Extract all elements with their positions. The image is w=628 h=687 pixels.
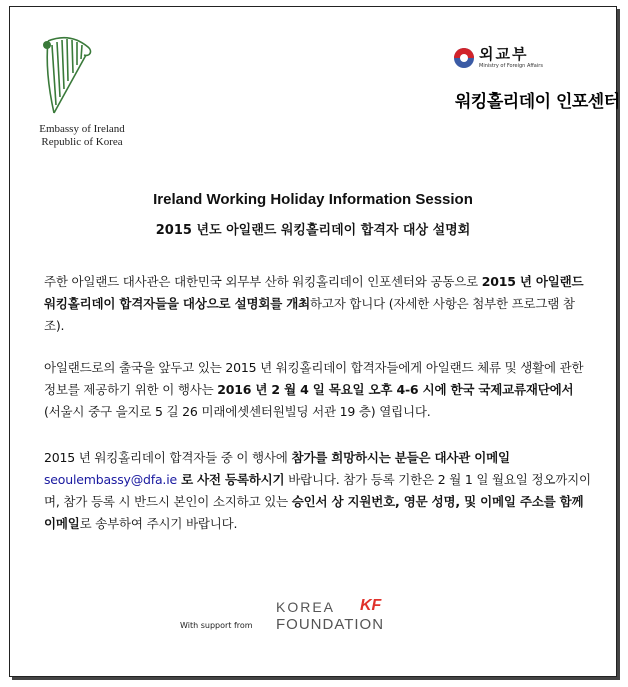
embassy-line1: Embassy of Ireland [39, 123, 125, 135]
kf-line1: KOREA [276, 599, 336, 615]
p1-text-c: 하고자 합니다 (자세한 사항은 첨부한 프로그램 참조). [44, 296, 575, 333]
p3-bold-e: 승인서 상 지원번호, 영문 성명, 및 이메일 주소를 함께 이메일 [44, 494, 584, 531]
email-link[interactable]: seoulembassy@dfa.ie [44, 472, 177, 487]
p3-text-a: 2015 년 워킹홀리데이 합격자들 중 이 행사에 [44, 450, 292, 465]
p3-bold-c: 로 사전 등록하시기 [176, 472, 285, 487]
p1-text-a: 주한 아일랜드 대사관은 대한민국 외무부 산하 워킹홀리데이 인포센터와 공동으로 [44, 274, 482, 289]
p2-bold: 2016 년 2 월 4 일 목요일 오후 4-6 시에 한국 국제교류재단에서 [217, 382, 574, 397]
kf-line2: FOUNDATION [276, 616, 385, 633]
kf-logo [276, 599, 396, 639]
paragraph-2 [44, 357, 592, 423]
embassy-line2: Republic of Korea [41, 136, 123, 148]
paragraph-1 [44, 271, 592, 337]
paragraph-3 [44, 447, 592, 535]
mofa-seal-icon [453, 47, 475, 69]
info-center-name: 워킹홀리데이 인포센터 [455, 92, 620, 112]
mofa-logo [453, 43, 620, 123]
p3-text-f: 로 송부하여 주시기 바랍니다. [79, 516, 238, 531]
support-label: With support from [180, 621, 253, 630]
p2-text-a: 아일랜드로의 출국을 앞두고 있는 2015 년 워킹홀리데이 합격자들에게 아일랜드 체류 및 생활에 관한 정보를 제공하기 위한 이 행사는 [44, 360, 584, 397]
p1-bold: 2015 년 아일랜드 워킹홀리데이 합격자들을 대상으로 설명회를 개최 [44, 274, 584, 311]
p3-text-d: 바랍니다. 참가 등록 기한은 2 월 1 일 월요일 정오까지이며, 참가 등록 시 반드시 본인이 소지하고 있는 [44, 472, 591, 509]
p3-bold-b: 참가를 희망하시는 분들은 대사관 이메일 [291, 450, 510, 465]
notice-frame [9, 6, 620, 677]
title-korean: 2015 년도 아일랜드 워킹홀리데이 합격자 대상 설명회 [155, 223, 471, 238]
mofa-subtitle: Ministry of Foreign Affairs [479, 63, 543, 69]
mofa-name: 외교부 [479, 45, 529, 63]
harp-icon [38, 31, 98, 117]
kf-mark-icon: KF [360, 597, 382, 614]
title-english: Ireland Working Holiday Information Session [153, 191, 473, 208]
embassy-name [32, 123, 132, 149]
p2-text-c: (서울시 중구 을지로 5 길 26 미래에셋센터원빌딩 서관 19 층) 열립니다. [44, 404, 431, 419]
